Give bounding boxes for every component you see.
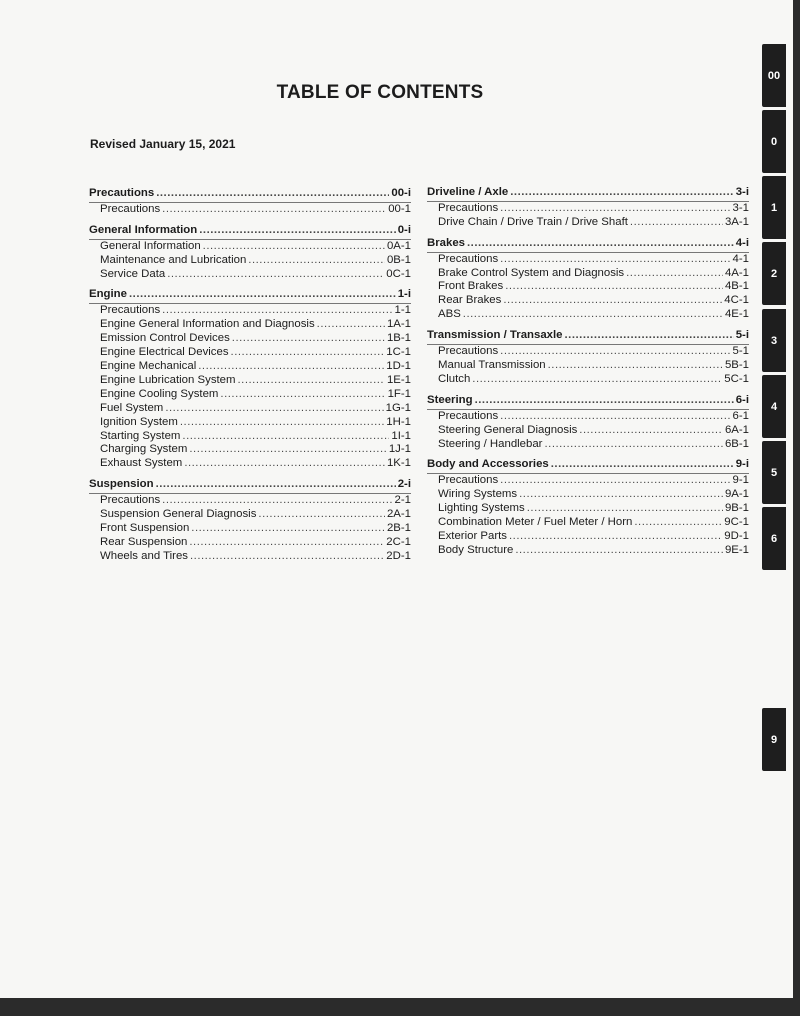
toc-entry-label: Lighting Systems bbox=[438, 502, 525, 515]
toc-page-number: 6A-1 bbox=[724, 423, 749, 436]
toc-entry[interactable] bbox=[427, 308, 749, 322]
toc-section-heading[interactable] bbox=[89, 224, 411, 239]
toc-page-number: 5-i bbox=[735, 329, 749, 342]
toc-entry[interactable] bbox=[89, 346, 411, 360]
toc-page-number: 2D-1 bbox=[386, 549, 411, 562]
toc-entry[interactable] bbox=[427, 544, 749, 558]
toc-entry-label: Engine Cooling System bbox=[100, 387, 219, 400]
toc-entry-label: Drive Chain / Drive Train / Drive Shaft bbox=[438, 215, 628, 228]
toc-page-number: 6B-1 bbox=[724, 437, 749, 450]
toc-entry-label: Engine Mechanical bbox=[100, 359, 197, 372]
toc-left-column bbox=[89, 187, 411, 571]
dot-leader bbox=[548, 359, 723, 373]
toc-entry-label: Precautions bbox=[100, 304, 161, 317]
toc-entry-label: Engine Electrical Devices bbox=[100, 346, 229, 359]
dot-leader bbox=[505, 280, 723, 294]
toc-page-number: 3-i bbox=[735, 186, 749, 198]
toc-section bbox=[427, 458, 749, 557]
toc-entry-label: Engine Lubrication System bbox=[100, 373, 236, 386]
dot-leader bbox=[509, 530, 722, 544]
dot-leader bbox=[634, 516, 722, 530]
toc-entry[interactable] bbox=[89, 374, 411, 388]
toc-entry[interactable] bbox=[89, 332, 411, 346]
toc-page-number: 1J-1 bbox=[388, 443, 411, 456]
toc-section bbox=[427, 237, 749, 322]
toc-page-number: 4-i bbox=[735, 236, 749, 249]
toc-page-number: 1H-1 bbox=[386, 415, 411, 428]
toc-page-number: 1K-1 bbox=[386, 457, 411, 470]
toc-entry-label: Engine General Information and Diagnosis bbox=[100, 318, 315, 331]
toc-entry[interactable] bbox=[89, 522, 411, 536]
section-index-tabs bbox=[756, 0, 786, 998]
toc-page-number: 1C-1 bbox=[386, 346, 411, 359]
dot-leader bbox=[500, 202, 730, 216]
dot-leader bbox=[203, 240, 385, 254]
toc-entry[interactable] bbox=[427, 344, 749, 359]
toc-entry[interactable] bbox=[89, 508, 411, 522]
toc-entry[interactable] bbox=[427, 438, 749, 452]
toc-entry-label: Steering General Diagnosis bbox=[438, 423, 578, 436]
revision-date: Revised January 15, 2021 bbox=[90, 137, 236, 151]
dot-leader bbox=[544, 438, 722, 452]
toc-entry[interactable] bbox=[427, 473, 749, 488]
toc-entry[interactable] bbox=[89, 457, 411, 471]
toc-page-number: 1D-1 bbox=[386, 359, 411, 372]
dot-leader bbox=[565, 329, 734, 343]
toc-page-number: 1G-1 bbox=[385, 401, 411, 414]
dot-leader bbox=[180, 416, 384, 430]
toc-entry-label: Exhaust System bbox=[100, 457, 183, 470]
section-tab[interactable]: 4 bbox=[762, 375, 786, 438]
toc-page-number: 00-i bbox=[391, 187, 411, 199]
toc-entry-label: Driveline / Axle bbox=[427, 186, 509, 198]
toc-page-number: 2B-1 bbox=[386, 521, 411, 534]
toc-entry-label: General Information bbox=[100, 239, 201, 252]
toc-entry[interactable] bbox=[89, 443, 411, 457]
toc-entry-label: Ignition System bbox=[100, 415, 178, 428]
toc-page-number: 00-1 bbox=[388, 202, 411, 215]
toc-entry[interactable] bbox=[427, 359, 749, 373]
toc-entry-label: Precautions bbox=[438, 409, 499, 422]
dot-leader bbox=[500, 410, 730, 424]
toc-section bbox=[89, 288, 411, 471]
dot-leader bbox=[198, 360, 384, 374]
toc-entry[interactable] bbox=[89, 388, 411, 402]
toc-page-number: 0-i bbox=[397, 223, 411, 236]
toc-entry-label: Exterior Parts bbox=[438, 529, 507, 542]
toc-page-number: 4A-1 bbox=[724, 266, 749, 279]
dot-leader bbox=[500, 474, 730, 488]
dot-leader bbox=[626, 267, 723, 281]
toc-page-number: 1-i bbox=[397, 288, 411, 301]
toc-page-number: 2-i bbox=[397, 478, 411, 491]
toc-entry[interactable] bbox=[89, 202, 411, 217]
toc-entry[interactable] bbox=[89, 303, 411, 318]
toc-page-number: 9-1 bbox=[732, 474, 749, 487]
dot-leader bbox=[190, 550, 384, 564]
toc-entry[interactable] bbox=[427, 409, 749, 424]
toc-page-number: 6-1 bbox=[732, 409, 749, 422]
toc-entry-label: Rear Brakes bbox=[438, 294, 502, 307]
toc-entry-label: Wiring Systems bbox=[438, 488, 518, 501]
toc-entry[interactable] bbox=[89, 402, 411, 416]
toc-entry[interactable] bbox=[427, 280, 749, 294]
toc-entry[interactable] bbox=[427, 267, 749, 281]
toc-entry-label: Engine bbox=[89, 288, 127, 301]
toc-entry-label: Front Brakes bbox=[438, 280, 504, 293]
section-tab[interactable]: 6 bbox=[762, 507, 786, 570]
toc-entry-label: Precautions bbox=[100, 202, 161, 215]
toc-page-number: 1F-1 bbox=[387, 387, 411, 400]
toc-section-heading[interactable] bbox=[89, 478, 411, 493]
toc-entry[interactable] bbox=[89, 536, 411, 550]
dot-leader bbox=[156, 187, 389, 201]
dot-leader bbox=[500, 345, 730, 359]
toc-entry-label: Precautions bbox=[438, 252, 499, 265]
toc-entry-label: Service Data bbox=[100, 267, 166, 280]
toc-entry[interactable] bbox=[89, 360, 411, 374]
toc-entry-label: Transmission / Transaxle bbox=[427, 329, 563, 342]
toc-entry-label: Precautions bbox=[100, 494, 161, 507]
toc-entry[interactable] bbox=[427, 294, 749, 308]
toc-page-number: 0B-1 bbox=[386, 253, 411, 266]
toc-entry[interactable] bbox=[427, 488, 749, 502]
dot-leader bbox=[231, 346, 385, 360]
toc-entry-label: Starting System bbox=[100, 429, 181, 442]
toc-page-number: 6-i bbox=[735, 393, 749, 406]
toc-entry-label: Clutch bbox=[438, 372, 471, 385]
toc-entry-label: Precautions bbox=[89, 187, 155, 199]
toc-page-number: 1I-1 bbox=[391, 429, 411, 442]
toc-entry-label: Body and Accessories bbox=[427, 458, 549, 471]
toc-page-number: 2C-1 bbox=[386, 535, 411, 548]
toc-section-heading[interactable] bbox=[89, 288, 411, 303]
toc-entry-label: Manual Transmission bbox=[438, 358, 546, 371]
dot-leader bbox=[165, 402, 383, 416]
dot-leader bbox=[232, 332, 385, 346]
toc-entry-label: Combination Meter / Fuel Meter / Horn bbox=[438, 516, 633, 529]
dot-leader bbox=[182, 430, 389, 444]
dot-leader bbox=[317, 318, 385, 332]
toc-entry[interactable] bbox=[427, 216, 749, 230]
toc-entry-label: Front Suspension bbox=[100, 521, 190, 534]
toc-entry-label: Precautions bbox=[438, 474, 499, 487]
dot-leader bbox=[527, 502, 723, 516]
dot-leader bbox=[551, 458, 734, 472]
dot-leader bbox=[189, 536, 384, 550]
dot-leader bbox=[510, 186, 733, 200]
dot-leader bbox=[467, 237, 734, 251]
section-tab[interactable]: 1 bbox=[762, 176, 786, 239]
toc-page-number: 2-1 bbox=[394, 494, 411, 507]
toc-entry-label: Precautions bbox=[438, 345, 499, 358]
toc-page-number: 5B-1 bbox=[724, 358, 749, 371]
toc-page-number: 1-1 bbox=[394, 304, 411, 317]
toc-section bbox=[89, 224, 411, 282]
toc-page-number: 5-1 bbox=[732, 345, 749, 358]
dot-leader bbox=[500, 253, 730, 267]
dot-leader bbox=[579, 424, 723, 438]
toc-section bbox=[427, 329, 749, 387]
toc-entry[interactable] bbox=[427, 502, 749, 516]
dot-leader bbox=[515, 544, 723, 558]
dot-leader bbox=[503, 294, 722, 308]
section-tab[interactable]: 2 bbox=[762, 242, 786, 305]
toc-entry-label: Brake Control System and Diagnosis bbox=[438, 266, 625, 279]
dot-leader bbox=[162, 494, 392, 508]
dot-leader bbox=[472, 373, 722, 387]
toc-section-heading[interactable] bbox=[427, 458, 749, 473]
toc-page-number: 5C-1 bbox=[724, 372, 749, 385]
toc-entry-label: Maintenance and Lubrication bbox=[100, 253, 247, 266]
dot-leader bbox=[184, 457, 385, 471]
toc-right-column bbox=[427, 186, 749, 565]
toc-entry-label: Precautions bbox=[438, 201, 499, 214]
toc-entry[interactable] bbox=[427, 530, 749, 544]
dot-leader bbox=[156, 478, 396, 492]
toc-page-number: 4B-1 bbox=[724, 280, 749, 293]
section-tab[interactable]: 5 bbox=[762, 441, 786, 504]
toc-section-heading[interactable] bbox=[427, 394, 749, 409]
toc-page-number: 9D-1 bbox=[724, 529, 749, 542]
section-tab[interactable]: 0 bbox=[762, 110, 786, 173]
toc-entry-label: Brakes bbox=[427, 236, 465, 249]
toc-entry-label: Suspension General Diagnosis bbox=[100, 508, 257, 521]
dot-leader bbox=[199, 224, 395, 238]
toc-section-heading[interactable] bbox=[89, 187, 411, 202]
toc-entry-label: Steering / Handlebar bbox=[438, 437, 543, 450]
toc-page-number: 1B-1 bbox=[386, 332, 411, 345]
toc-entry-label: ABS bbox=[438, 308, 461, 321]
toc-entry-label: Rear Suspension bbox=[100, 535, 188, 548]
toc-entry-label: Fuel System bbox=[100, 401, 164, 414]
toc-page-number: 9A-1 bbox=[724, 488, 749, 501]
toc-entry[interactable] bbox=[89, 254, 411, 268]
dot-leader bbox=[189, 443, 386, 457]
toc-entry[interactable] bbox=[89, 239, 411, 254]
toc-page-number: 9C-1 bbox=[724, 516, 749, 529]
toc-section bbox=[427, 186, 749, 230]
toc-entry[interactable] bbox=[89, 430, 411, 444]
toc-entry-label: Charging System bbox=[100, 443, 188, 456]
toc-section bbox=[89, 187, 411, 217]
page-title: TABLE OF CONTENTS bbox=[276, 82, 484, 103]
toc-section-heading[interactable] bbox=[427, 329, 749, 344]
dot-leader bbox=[191, 522, 385, 536]
toc-page-number: 1A-1 bbox=[386, 318, 411, 331]
section-tab[interactable]: 3 bbox=[762, 309, 786, 372]
toc-section-heading[interactable] bbox=[427, 186, 749, 201]
section-tab[interactable]: 9 bbox=[762, 708, 786, 771]
toc-page-number: 4E-1 bbox=[724, 308, 749, 321]
toc-entry[interactable] bbox=[89, 416, 411, 430]
toc-page-number: 1E-1 bbox=[386, 373, 411, 386]
dot-leader bbox=[630, 216, 723, 230]
toc-entry[interactable] bbox=[427, 252, 749, 267]
toc-section-heading[interactable] bbox=[427, 237, 749, 252]
toc-page-number: 4C-1 bbox=[724, 294, 749, 307]
toc-entry-label: Wheels and Tires bbox=[100, 549, 188, 562]
dot-leader bbox=[475, 394, 734, 408]
toc-entry[interactable] bbox=[89, 550, 411, 564]
dot-leader bbox=[162, 203, 386, 217]
toc-entry[interactable] bbox=[89, 493, 411, 508]
toc-entry-label: Body Structure bbox=[438, 543, 514, 556]
toc-entry[interactable] bbox=[89, 318, 411, 332]
toc-page-number: 0A-1 bbox=[386, 239, 411, 252]
dot-leader bbox=[220, 388, 385, 402]
dot-leader bbox=[248, 254, 385, 268]
toc-page-number: 9B-1 bbox=[724, 502, 749, 515]
toc-entry[interactable] bbox=[89, 268, 411, 282]
toc-section bbox=[89, 478, 411, 563]
toc-entry-label: Steering bbox=[427, 393, 473, 406]
toc-page-number: 3-1 bbox=[732, 201, 749, 214]
toc-entry[interactable] bbox=[427, 516, 749, 530]
dot-leader bbox=[519, 488, 723, 502]
toc-page-number: 3A-1 bbox=[724, 215, 749, 228]
toc-page-number: 0C-1 bbox=[386, 267, 411, 280]
toc-entry-label: Suspension bbox=[89, 478, 154, 491]
dot-leader bbox=[162, 304, 392, 318]
toc-section bbox=[427, 394, 749, 452]
dot-leader bbox=[167, 268, 384, 282]
section-tab[interactable]: 00 bbox=[762, 44, 786, 107]
toc-page-number: 9-i bbox=[735, 458, 749, 471]
toc-entry[interactable] bbox=[427, 201, 749, 216]
toc-entry-label: General Information bbox=[89, 223, 198, 236]
toc-page-number: 2A-1 bbox=[386, 508, 411, 521]
toc-page-number: 4-1 bbox=[732, 252, 749, 265]
dot-leader bbox=[463, 308, 723, 322]
dot-leader bbox=[129, 288, 396, 302]
toc-entry[interactable] bbox=[427, 424, 749, 438]
dot-leader bbox=[258, 508, 385, 522]
dot-leader bbox=[238, 374, 385, 388]
toc-page-number: 9E-1 bbox=[724, 543, 749, 556]
toc-entry[interactable] bbox=[427, 373, 749, 387]
toc-entry-label: Emission Control Devices bbox=[100, 332, 230, 345]
